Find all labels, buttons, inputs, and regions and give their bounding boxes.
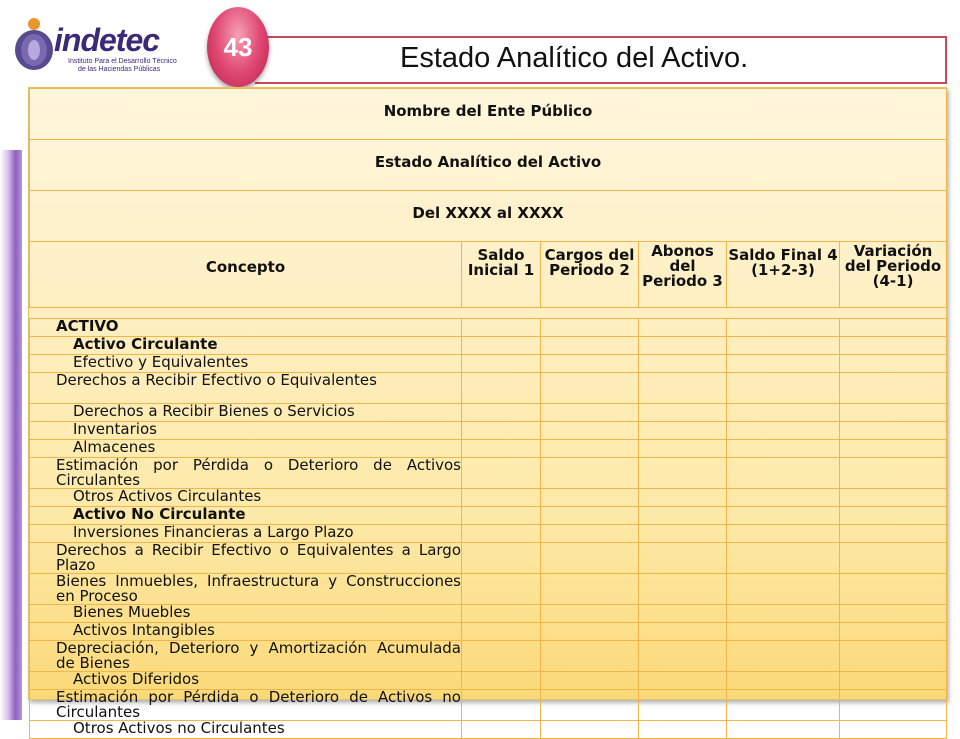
concept-cell: Activos Diferidos <box>30 672 462 690</box>
value-cell <box>462 525 541 543</box>
table-row <box>30 672 947 690</box>
value-cell <box>727 458 840 489</box>
concept-cell: Inversiones Financieras a Largo Plazo <box>30 525 462 543</box>
concept-cell: ACTIVO <box>30 319 462 337</box>
value-cell <box>840 605 947 623</box>
value-cell <box>541 489 639 507</box>
value-cell <box>541 574 639 605</box>
value-cell <box>541 440 639 458</box>
value-cell <box>639 319 727 337</box>
statement-name-header: Estado Analítico del Activo <box>30 140 947 191</box>
value-cell <box>462 440 541 458</box>
value-cell <box>462 641 541 672</box>
value-cell <box>639 672 727 690</box>
value-cell <box>639 721 727 739</box>
table-row <box>30 319 947 337</box>
value-cell <box>639 404 727 422</box>
value-cell <box>840 623 947 641</box>
concept-cell: Otros Activos Circulantes <box>30 489 462 507</box>
table-row <box>30 458 947 489</box>
table-row <box>30 721 947 739</box>
value-cell <box>840 319 947 337</box>
value-cell <box>541 605 639 623</box>
value-cell <box>840 721 947 739</box>
concept-cell: Derechos a Recibir Efectivo o Equivalentes a Largo Plazo <box>30 543 462 574</box>
value-cell <box>462 404 541 422</box>
value-cell <box>840 373 947 404</box>
value-cell <box>727 641 840 672</box>
table-row <box>30 404 947 422</box>
value-cell <box>639 337 727 355</box>
value-cell <box>639 373 727 404</box>
concept-cell: Estimación por Pérdida o Deterioro de Activos Circulantes <box>30 458 462 489</box>
table-row <box>30 623 947 641</box>
value-cell <box>639 440 727 458</box>
value-cell <box>727 525 840 543</box>
value-cell <box>727 373 840 404</box>
logo-globe-icon <box>12 14 56 72</box>
concept-cell: Bienes Inmuebles, Infraestructura y Construcciones en Proceso <box>30 574 462 605</box>
concept-cell: Derechos a Recibir Efectivo o Equivalentes <box>30 373 462 404</box>
value-cell <box>639 458 727 489</box>
value-cell <box>727 440 840 458</box>
value-cell <box>639 489 727 507</box>
value-cell <box>541 422 639 440</box>
value-cell <box>727 355 840 373</box>
concept-cell: Efectivo y Equivalentes <box>30 355 462 373</box>
value-cell <box>541 672 639 690</box>
table-row <box>30 507 947 525</box>
value-cell <box>727 574 840 605</box>
value-cell <box>462 574 541 605</box>
table-row <box>30 574 947 605</box>
entity-name-header: Nombre del Ente Público <box>30 89 947 140</box>
value-cell <box>541 721 639 739</box>
value-cell <box>840 440 947 458</box>
concept-cell: Depreciación, Deterioro y Amortización Acumulada de Bienes <box>30 641 462 672</box>
value-cell <box>541 507 639 525</box>
concept-cell: Derechos a Recibir Bienes o Servicios <box>30 404 462 422</box>
value-cell <box>840 355 947 373</box>
value-cell <box>462 355 541 373</box>
value-cell <box>840 543 947 574</box>
value-cell <box>727 337 840 355</box>
value-cell <box>462 507 541 525</box>
analytic-statement-table <box>28 87 947 737</box>
value-cell <box>727 721 840 739</box>
concept-cell: Activo Circulante <box>30 337 462 355</box>
value-cell <box>462 422 541 440</box>
value-cell <box>639 605 727 623</box>
table-row <box>30 605 947 623</box>
concept-cell: Inventarios <box>30 422 462 440</box>
concept-cell: Activo No Circulante <box>30 507 462 525</box>
value-cell <box>462 672 541 690</box>
value-cell <box>541 404 639 422</box>
column-header-saldo-inicial: Saldo Inicial 1 <box>462 242 541 308</box>
value-cell <box>639 507 727 525</box>
value-cell <box>541 690 639 721</box>
value-cell <box>541 623 639 641</box>
value-cell <box>462 605 541 623</box>
value-cell <box>462 623 541 641</box>
value-cell <box>639 641 727 672</box>
column-header-saldo-final: Saldo Final 4 (1+2-3) <box>727 242 840 308</box>
value-cell <box>462 489 541 507</box>
period-header: Del XXXX al XXXX <box>30 191 947 242</box>
value-cell <box>462 373 541 404</box>
value-cell <box>840 641 947 672</box>
value-cell <box>727 507 840 525</box>
value-cell <box>727 489 840 507</box>
value-cell <box>639 574 727 605</box>
value-cell <box>840 404 947 422</box>
table-row <box>30 543 947 574</box>
logo-wordmark: indetec <box>54 22 160 58</box>
table-row <box>30 489 947 507</box>
page-title: Estado Analítico del Activo. <box>400 42 749 74</box>
value-cell <box>462 543 541 574</box>
value-cell <box>727 404 840 422</box>
table-row <box>30 525 947 543</box>
table-row <box>30 440 947 458</box>
column-header-abonos: Abonos del Periodo 3 <box>639 242 727 308</box>
value-cell <box>727 672 840 690</box>
value-cell <box>727 319 840 337</box>
table-row <box>30 641 947 672</box>
value-cell <box>840 489 947 507</box>
value-cell <box>840 422 947 440</box>
value-cell <box>639 543 727 574</box>
value-cell <box>840 574 947 605</box>
value-cell <box>727 690 840 721</box>
value-cell <box>727 422 840 440</box>
value-cell <box>840 507 947 525</box>
value-cell <box>541 373 639 404</box>
concept-cell: Estimación por Pérdida o Deterioro de Activos no Circulantes <box>30 690 462 721</box>
value-cell <box>727 623 840 641</box>
value-cell <box>462 337 541 355</box>
value-cell <box>727 605 840 623</box>
table-row <box>30 690 947 721</box>
value-cell <box>541 458 639 489</box>
value-cell <box>462 721 541 739</box>
value-cell <box>840 525 947 543</box>
value-cell <box>840 458 947 489</box>
column-header-cargos: Cargos del Periodo 2 <box>541 242 639 308</box>
value-cell <box>541 319 639 337</box>
table-row <box>30 337 947 355</box>
logo-subtitle: Instituto Para el Desarrollo Técnico de las Haciendas Públicas <box>68 58 177 73</box>
value-cell <box>840 690 947 721</box>
value-cell <box>541 525 639 543</box>
table-row <box>30 355 947 373</box>
value-cell <box>840 672 947 690</box>
column-header-concepto: Concepto <box>30 242 462 308</box>
value-cell <box>541 355 639 373</box>
value-cell <box>462 458 541 489</box>
value-cell <box>639 690 727 721</box>
value-cell <box>639 422 727 440</box>
value-cell <box>541 543 639 574</box>
concept-cell: Otros Activos no Circulantes <box>30 721 462 739</box>
table-row <box>30 373 947 404</box>
value-cell <box>462 690 541 721</box>
decorative-side-stripe <box>0 150 22 720</box>
value-cell <box>639 525 727 543</box>
concept-cell: Bienes Muebles <box>30 605 462 623</box>
value-cell <box>840 337 947 355</box>
slide-number-badge: 43 <box>207 7 269 87</box>
value-cell <box>541 641 639 672</box>
table-row <box>30 422 947 440</box>
value-cell <box>639 355 727 373</box>
concept-cell: Almacenes <box>30 440 462 458</box>
value-cell <box>727 543 840 574</box>
concept-cell: Activos Intangibles <box>30 623 462 641</box>
indetec-logo <box>10 14 190 76</box>
column-header-variacion: Variación del Periodo (4-1) <box>840 242 947 308</box>
value-cell <box>462 319 541 337</box>
value-cell <box>541 337 639 355</box>
value-cell <box>639 623 727 641</box>
